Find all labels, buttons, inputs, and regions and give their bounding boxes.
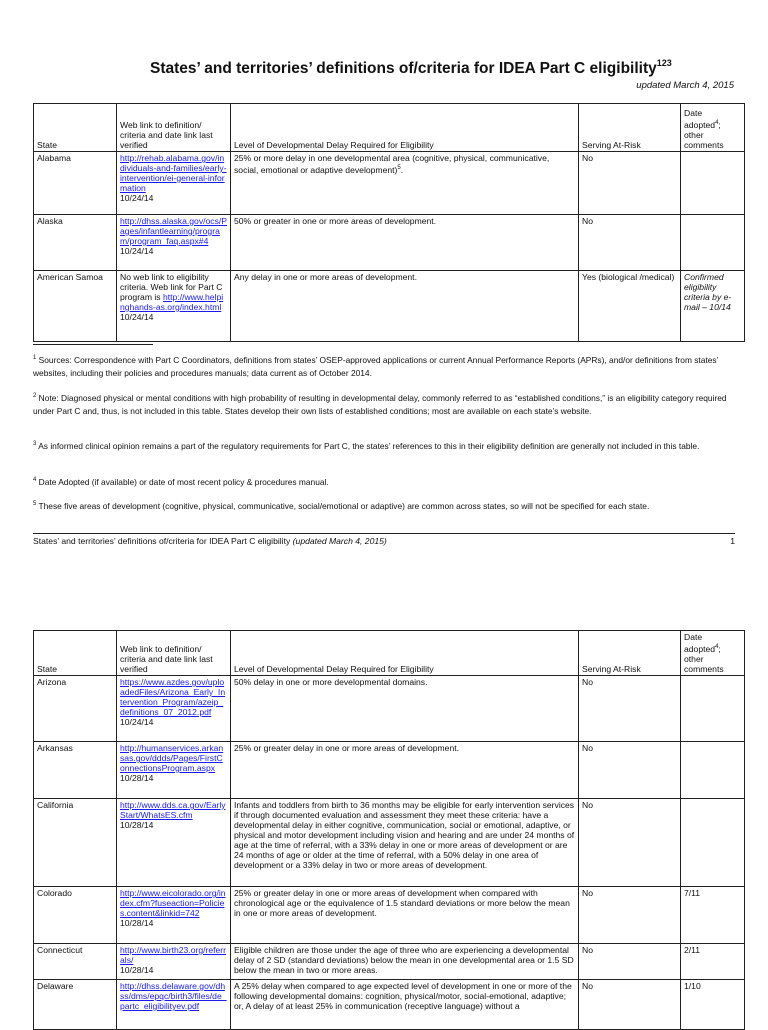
cell-link: [117, 980, 231, 1030]
header-risk: Serving At-Risk: [579, 104, 681, 152]
verified-date: 10/28/14: [120, 820, 154, 830]
definition-link[interactable]: http://rehab.alabama.gov/individuals-and-families/early-intervention/ei-general-information: [120, 153, 227, 193]
verified-date: 10/28/14: [120, 965, 154, 975]
updated-date: updated March 4, 2015: [636, 80, 734, 91]
cell-link: [117, 944, 231, 980]
cell-risk: No: [579, 152, 681, 215]
verified-date: 10/28/14: [120, 773, 154, 783]
cell-level: 25% or greater delay in one or more areas of development.: [231, 742, 579, 799]
page-footer: [33, 536, 735, 546]
footer-text: States’ and territories’ definitions of/criteria for IDEA Part C eligibility: [33, 536, 291, 546]
cell-risk: Yes (biological /medical): [579, 271, 681, 342]
header-state: State: [34, 631, 117, 676]
cell-risk: No: [579, 215, 681, 271]
cell-state: California: [34, 799, 117, 887]
cell-comments: 1/10: [681, 980, 745, 1030]
verified-date: 10/24/14: [120, 246, 154, 256]
table-row: [34, 271, 745, 342]
cell-level: 25% or greater delay in one or more areas of development when compared with chronological age or the equivalence of 1.5 standard deviations or more below the mean in one or more areas of development.: [231, 887, 579, 944]
cell-risk: No: [579, 742, 681, 799]
verified-date: 10/24/14: [120, 312, 154, 322]
footnote-5: $^5$ These five areas of development (cognitive, physical, communicative, social/emotional or adaptive) are common across states, so will not be specified for each state.: [33, 501, 650, 511]
cell-comments: [681, 215, 745, 271]
cell-link: [117, 799, 231, 887]
cell-state: Delaware: [34, 980, 117, 1030]
cell-comments: [681, 799, 745, 887]
cell-state: Arizona: [34, 676, 117, 742]
table-row: [34, 799, 745, 887]
header-level: Level of Developmental Delay Required for Eligibility: [231, 631, 579, 676]
footer-divider: [33, 533, 735, 534]
page-2: [0, 590, 768, 1024]
title-footnote-refs: 123: [656, 58, 672, 68]
cell-state: Alabama: [34, 152, 117, 215]
cell-level: 25% or more delay in one developmental area (cognitive, physical, communicative, social, emotional or adaptive development)$^5$.: [231, 152, 579, 215]
cell-state: Colorado: [34, 887, 117, 944]
header-level: Level of Developmental Delay Required for Eligibility: [231, 104, 579, 152]
table-row: [34, 215, 745, 271]
cell-comments: Confirmed eligibility criteria by e-mail – 10/14: [681, 271, 745, 342]
footnote-1: $^1$ Sources: Correspondence with Part C Coordinators, definitions from states’ OSEP-approved applications or current Annual Performance Reports (APRs), and/or definitions from states’ websites, including their policies and procedures manuals; data current as of October 2014.: [33, 355, 719, 378]
page-title: States’ and territories’ definitions of/criteria for IDEA Part C eligibility$^{123}$: [150, 58, 672, 77]
definition-link[interactable]: http://www.eicolorado.org/index.cfm?fuseaction=Policies.content&linkid=742: [120, 888, 226, 918]
cell-state: Alaska: [34, 215, 117, 271]
cell-level: 50% or greater in one or more areas of development.: [231, 215, 579, 271]
footer-updated: (updated March 4, 2015): [292, 536, 387, 546]
header-risk: Serving At-Risk: [579, 631, 681, 676]
cell-link: [117, 676, 231, 742]
header-date: Date adopted$^4$; other comments: [681, 631, 745, 676]
definition-link[interactable]: http://www.birth23.org/referrals/: [120, 945, 227, 965]
table-row: [34, 944, 745, 980]
cell-risk: No: [579, 980, 681, 1030]
cell-risk: No: [579, 799, 681, 887]
cell-state: Connecticut: [34, 944, 117, 980]
cell-comments: [681, 152, 745, 215]
cell-level: 50% delay in one or more developmental domains.: [231, 676, 579, 742]
table-row: [34, 887, 745, 944]
definition-link[interactable]: http://dhss.alaska.gov/ocs/Pages/infantlearning/program/program_faq.aspx#4: [120, 216, 228, 246]
cell-comments: 7/11: [681, 887, 745, 944]
eligibility-table-2: [33, 630, 745, 1030]
cell-risk: No: [579, 887, 681, 944]
header-state: State: [34, 104, 117, 152]
definition-link[interactable]: https://www.azdes.gov/uploadedFiles/Arizona_Early_Intervention_Program/azeip_definitions_07_2012.pdf: [120, 677, 226, 717]
cell-level: Infants and toddlers from birth to 36 months may be eligible for early intervention services if through documented evaluation and assessment they meet these criteria: have a developmental delay in either cognitive, communication, social or emotional, adaptive, or physical and motor development including vision and hearing and are under 24 months of age at the time of referral, with a 33% delay in one or more areas of development or are 24 months of age or older at the time of referral, with a 50% delay in one area of development or a 33% delay in two or more areas of development.: [231, 799, 579, 887]
cell-level: Eligible children are those under the age of three who are experiencing a developmental delay of 2 SD (standard deviations) below the mean in one developmental area or 1.5 SD below the mean in two or more areas.: [231, 944, 579, 980]
cell-link: [117, 742, 231, 799]
cell-comments: 2/11: [681, 944, 745, 980]
footnote-divider: [33, 344, 153, 345]
cell-link: [117, 152, 231, 215]
table-row: [34, 676, 745, 742]
cell-state: American Samoa: [34, 271, 117, 342]
definition-link[interactable]: http://www.helpinghands-as.org/index.html: [120, 292, 224, 312]
cell-link: [117, 215, 231, 271]
cell-level: Any delay in one or more areas of development.: [231, 271, 579, 342]
definition-link[interactable]: http://dhss.delaware.gov/dhss/dms/epqc/birth3/files/de_partc_eligibilityev.pdf: [120, 981, 227, 1011]
verified-date: 10/24/14: [120, 193, 154, 203]
header-link: Web link to definition/ criteria and date link last verified: [117, 631, 231, 676]
footnote-4: $^4$ Date Adopted (if available) or date of most recent policy & procedures manual.: [33, 477, 329, 487]
cell-risk: No: [579, 676, 681, 742]
cell-level: A 25% delay when compared to age expected level of development in one or more of the following developmental domains: cognition, physical/motor, social-emotional, adaptive; or, A delay of at least 25% in communication (receptive language) without a: [231, 980, 579, 1030]
cell-comments: [681, 742, 745, 799]
verified-date: 10/28/14: [120, 918, 154, 928]
page-number: 1: [730, 536, 735, 546]
table-row: [34, 980, 745, 1030]
header-date: Date adopted$^4$; other comments: [681, 104, 745, 152]
footnote-3: $^3$ As informed clinical opinion remains a part of the regulatory requirements for Part C, the states’ references to this in their eligibility definition are generally not included in this table.: [33, 441, 700, 451]
cell-risk: No: [579, 944, 681, 980]
definition-link[interactable]: http://www.dds.ca.gov/EarlyStart/WhatsES.cfm: [120, 800, 226, 820]
definition-link[interactable]: http://humanservices.arkansas.gov/ddds/Pages/FirstConnectionsProgram.aspx: [120, 743, 224, 773]
header-link: Web link to definition/ criteria and date link last verified: [117, 104, 231, 152]
eligibility-table-1: [33, 103, 745, 342]
cell-comments: [681, 676, 745, 742]
footnote-2: $^2$ Note: Diagnosed physical or mental conditions with high probability of resulting in developmental delay, commonly referred to as “established conditions,” is an eligibility category required under Part C and, thus, is not included in this table. States develop their own lists of established conditions; most are available on each state’s website.: [33, 393, 727, 416]
verified-date: 10/24/14: [120, 717, 154, 727]
cell-state: Arkansas: [34, 742, 117, 799]
table-row: [34, 742, 745, 799]
cell-link: [117, 887, 231, 944]
table-row: [34, 152, 745, 215]
cell-link: No web link to eligibility criteria. Web link for Part C program is http://www.helpinghands-as.org/index.html 10/24/14: [117, 271, 231, 342]
